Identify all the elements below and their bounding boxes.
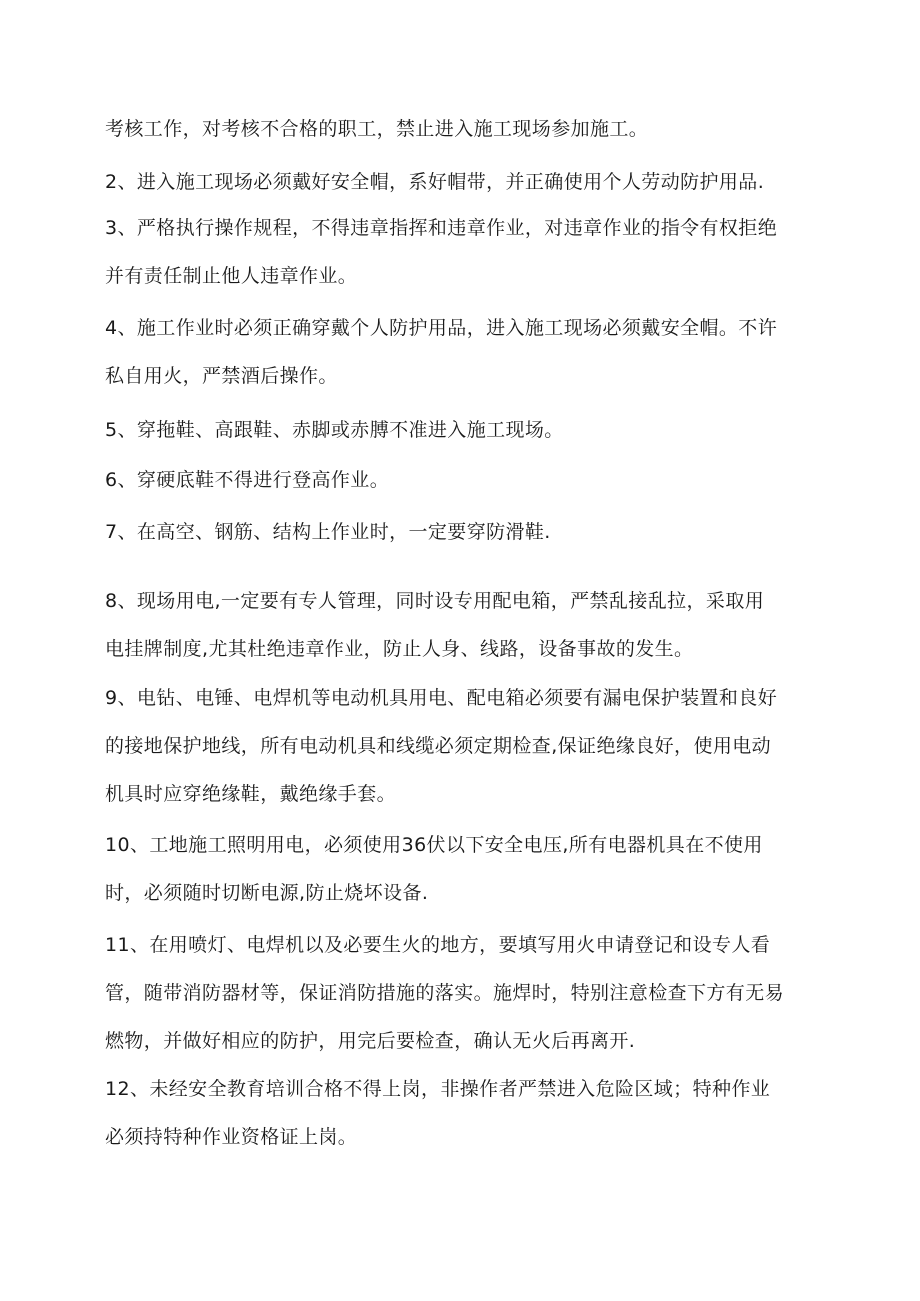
- text-line: 10、工地施工照明用电，必须使用36伏以下安全电压,所有电器机具在不使用: [105, 834, 763, 856]
- text-line: 6、穿硬底鞋不得进行登高作业。: [105, 469, 390, 491]
- text-line: 管，随带消防器材等，保证消防措施的落实。施焊时，特别注意检查下方有无易: [105, 982, 785, 1004]
- text-line: 11、在用喷灯、电焊机以及必要生火的地方，要填写用火申请登记和设专人看: [105, 934, 771, 956]
- text-line: 7、在高空、钢筋、结构上作业时，一定要穿防滑鞋.: [105, 521, 551, 543]
- text-line: 时，必须随时切断电源,防止烧坏设备.: [105, 882, 429, 904]
- text-line: 5、穿拖鞋、高跟鞋、赤脚或赤膊不准进入施工现场。: [105, 419, 564, 441]
- text-line: 必须持特种作业资格证上岗。: [105, 1126, 358, 1148]
- text-line: 8、现场用电,一定要有专人管理，同时设专用配电箱，严禁乱接乱拉，采取用: [105, 590, 765, 612]
- text-line: 私自用火，严禁酒后操作。: [105, 365, 338, 387]
- text-line: 燃物，并做好相应的防护，用完后要检查，确认无火后再离开.: [105, 1030, 636, 1052]
- text-line: 9、电钻、电锤、电焊机等电动机具用电、配电箱必须要有漏电保护装置和良好: [105, 687, 778, 709]
- text-line: 的接地保护地线，所有电动机具和线缆必须定期检查,保证绝缘良好，使用电动: [105, 735, 772, 757]
- text-line: 考核工作，对考核不合格的职工，禁止进入施工现场参加施工。: [105, 118, 649, 140]
- text-line: 2、进入施工现场必须戴好安全帽，系好帽带，并正确使用个人劳动防护用品.: [105, 171, 765, 193]
- text-line: 12、未经安全教育培训合格不得上岗，非操作者严禁进入危险区域；特种作业: [105, 1078, 771, 1100]
- text-line: 电挂牌制度,尤其杜绝违章作业，防止人身、线路，设备事故的发生。: [105, 638, 694, 660]
- text-line: 机具时应穿绝缘鞋，戴绝缘手套。: [105, 783, 397, 805]
- text-line: 并有责任制止他人违章作业。: [105, 265, 358, 287]
- text-line: 3、严格执行操作规程，不得违章指挥和违章作业，对违章作业的指令有权拒绝: [105, 217, 778, 239]
- text-line: 4、施工作业时必须正确穿戴个人防护用品，进入施工现场必须戴安全帽。不许: [105, 317, 778, 339]
